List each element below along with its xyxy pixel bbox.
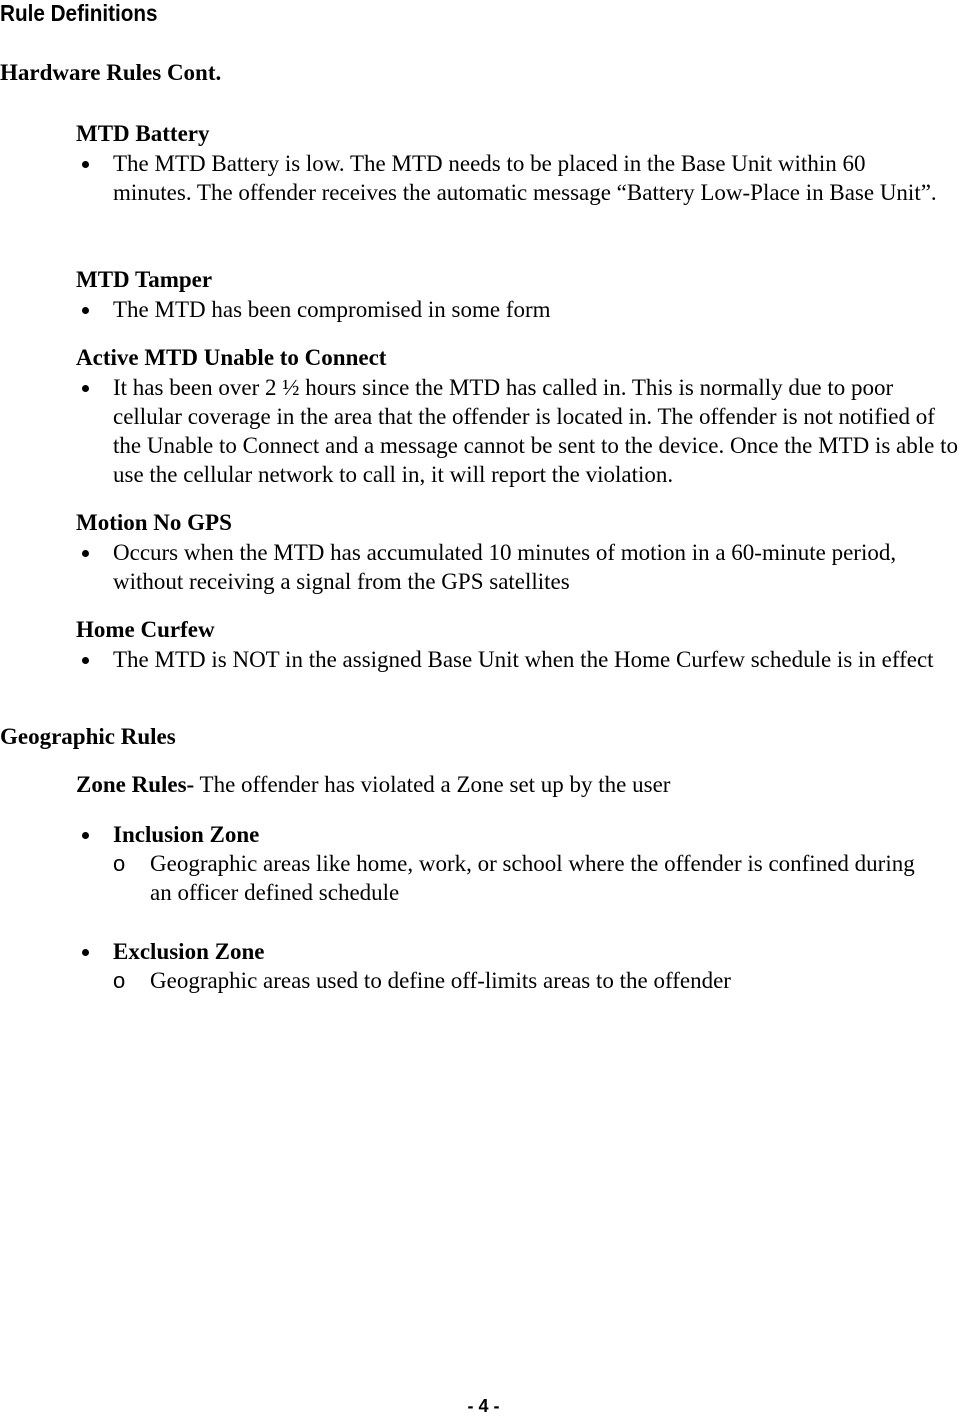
rule-bullet-motion-no-gps	[76, 538, 967, 596]
rule-text-home-curfew: The MTD is NOT in the assigned Base Unit when the Home Curfew schedule is in effect	[113, 647, 934, 672]
rule-bullet-unable-to-connect	[76, 373, 967, 489]
zone-text-exclusion: Geographic areas used to define off-limits areas to the offender	[150, 968, 731, 993]
zone-title-exclusion: Exclusion Zone	[113, 939, 265, 964]
rule-bullet-mtd-tamper	[76, 295, 967, 324]
zone-rules-text: The offender has violated a Zone set up by the user	[194, 772, 671, 797]
rule-title-home-curfew: Home Curfew	[76, 617, 215, 642]
rule-title-unable-to-connect: Active MTD Unable to Connect	[76, 345, 387, 370]
zone-title-inclusion: Inclusion Zone	[113, 822, 260, 847]
rule-text-mtd-battery: The MTD Battery is low. The MTD needs to be placed in the Base Unit within 60 minutes. The offender receives the automatic message “Battery Low-Place in Base Unit”.	[113, 151, 937, 205]
rule-text-unable-to-connect: It has been over 2 ½ hours since the MTD has called in. This is normally due to poor cellular coverage in the area that the offender is located in. The offender is not notified of the Unable to Connect and a message cannot be sent to the device. Once the MTD is able to use the cellular network to call in, it will report the violation.	[113, 375, 958, 487]
zone-desc-inclusion	[113, 849, 927, 907]
zone-bullet-exclusion	[76, 937, 967, 966]
rule-bullet-mtd-battery	[76, 149, 947, 207]
rule-title-mtd-battery: MTD Battery	[76, 121, 210, 146]
zone-text-inclusion: Geographic areas like home, work, or school where the offender is confined during an officer defined schedule	[150, 851, 915, 905]
circle-bullet-icon: o	[113, 851, 126, 876]
rule-bullet-home-curfew	[76, 645, 947, 674]
page-title: Rule Definitions	[0, 0, 158, 26]
rule-title-mtd-tamper: MTD Tamper	[76, 267, 213, 292]
section-heading-hardware: Hardware Rules Cont.	[0, 60, 222, 85]
zone-rules-paragraph	[76, 770, 670, 799]
zone-rules-label: Zone Rules-	[76, 772, 195, 797]
rule-text-mtd-tamper: The MTD has been compromised in some form	[113, 297, 551, 322]
section-heading-geographic: Geographic Rules	[0, 724, 176, 749]
zone-desc-exclusion	[113, 966, 927, 995]
rule-title-motion-no-gps: Motion No GPS	[76, 510, 232, 535]
circle-bullet-icon: o	[113, 968, 126, 993]
rule-text-motion-no-gps: Occurs when the MTD has accumulated 10 minutes of motion in a 60-minute period, without receiving a signal from the GPS satellites	[113, 540, 897, 594]
zone-bullet-inclusion	[76, 820, 967, 849]
page-number: - 4 -	[467, 1396, 500, 1416]
